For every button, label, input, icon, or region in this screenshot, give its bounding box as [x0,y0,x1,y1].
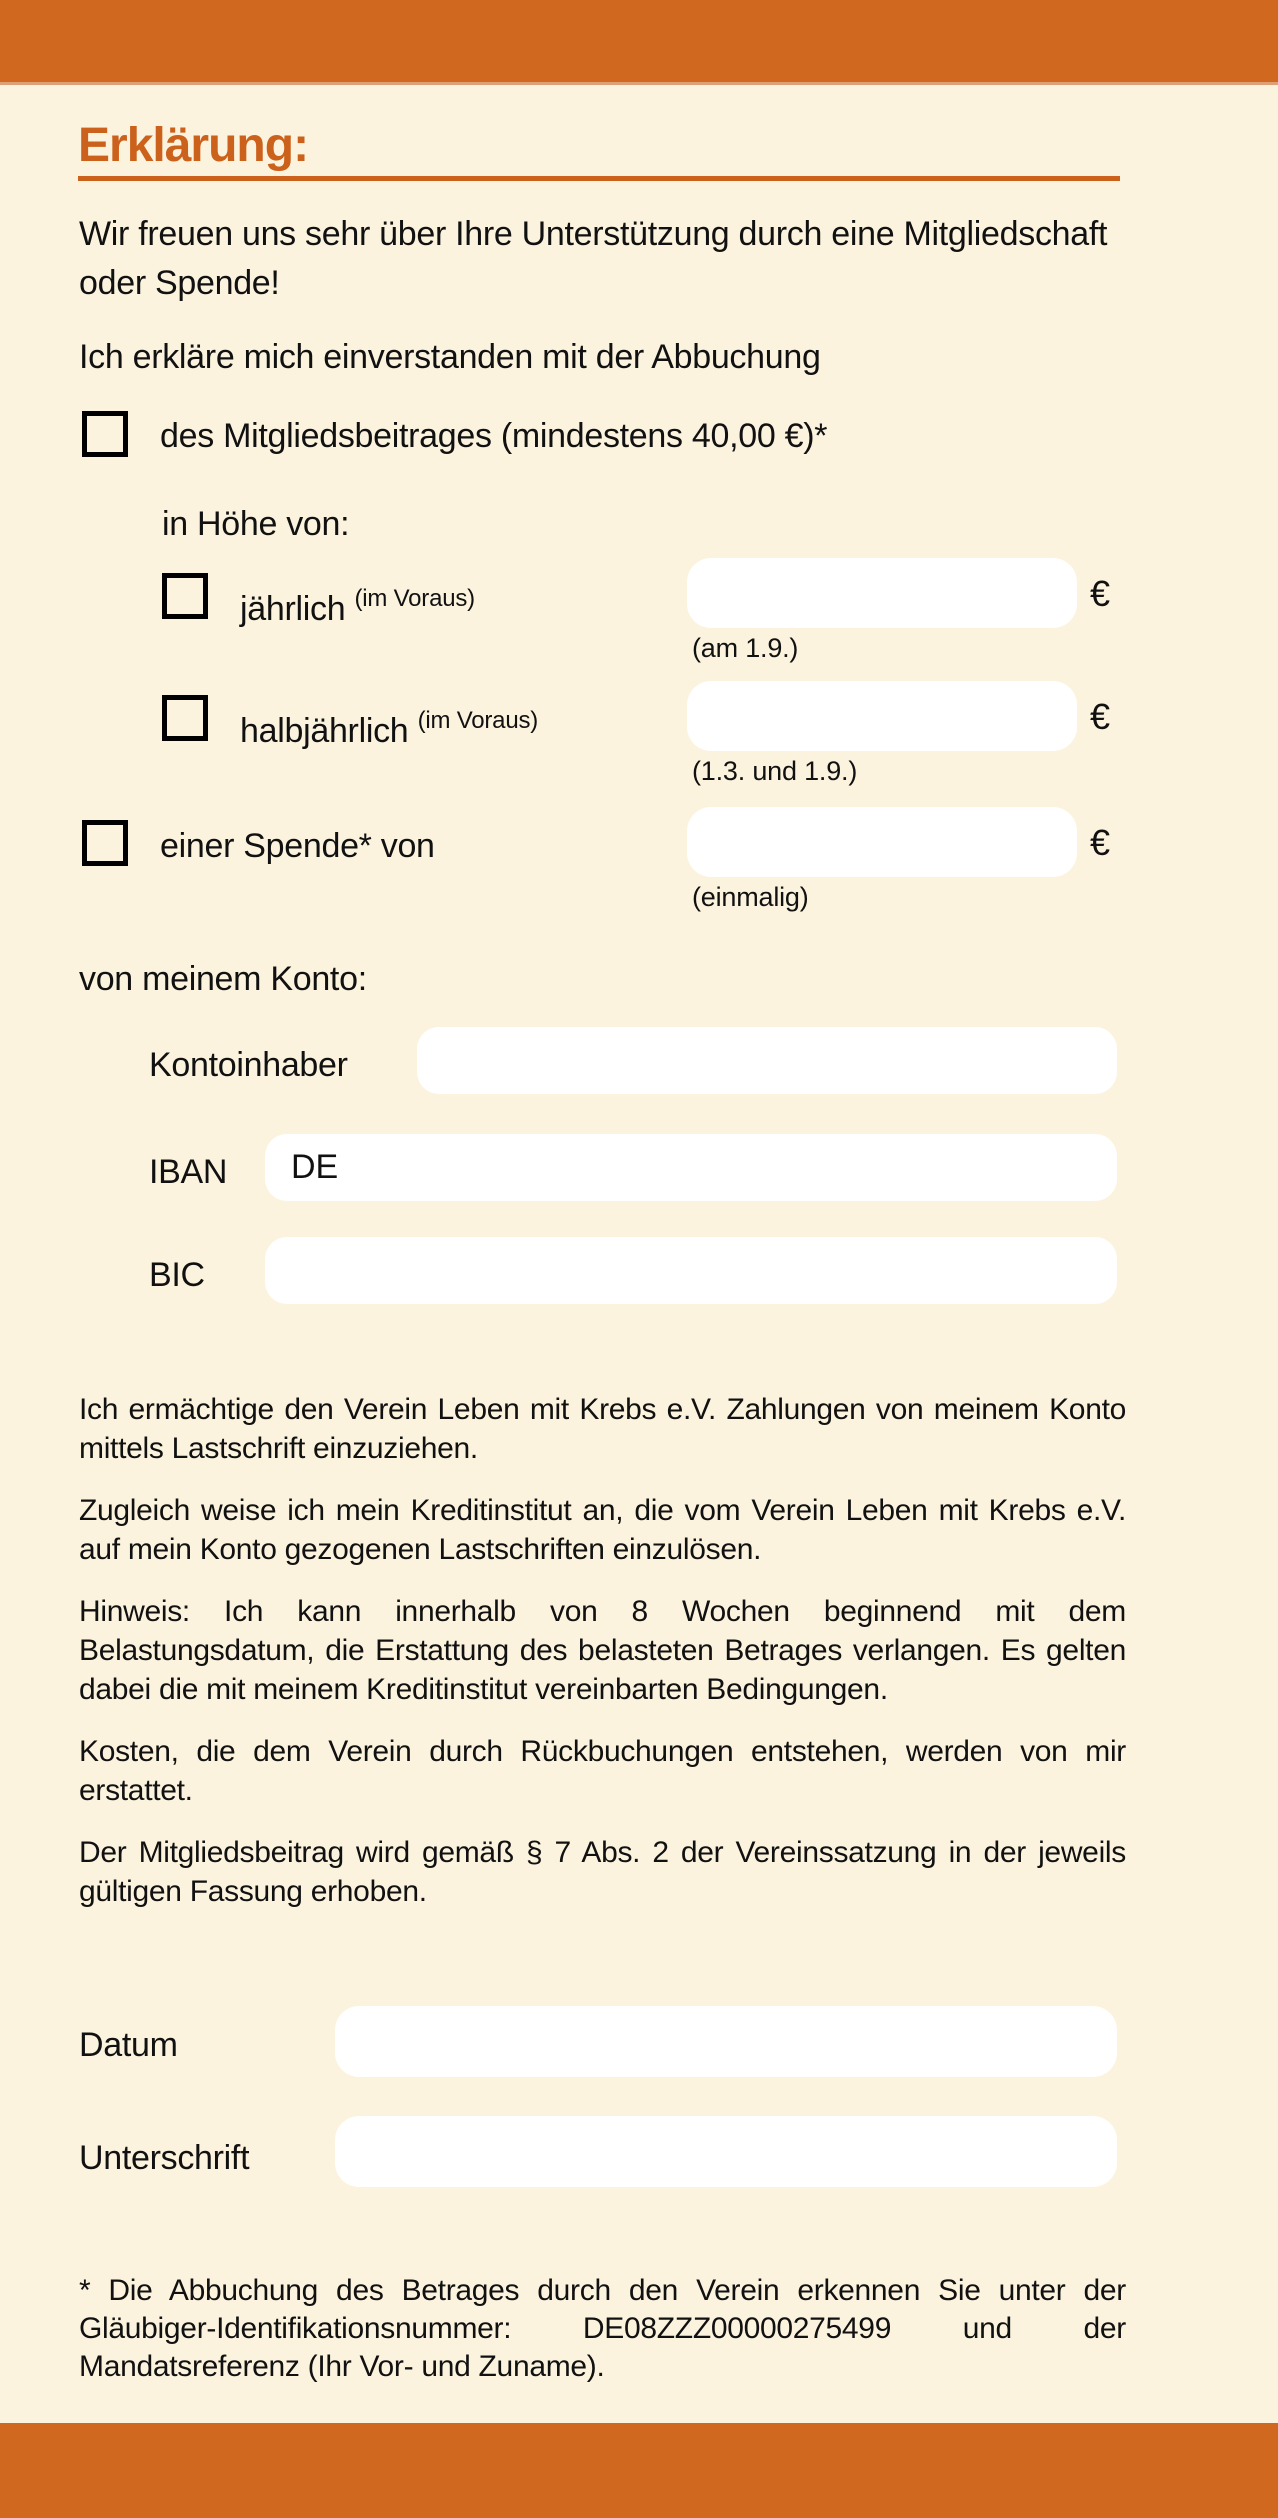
halfyearly-sup-note: (im Voraus) [417,707,539,734]
donation-amount-input[interactable] [687,807,1077,877]
yearly-label-text: jährlich [240,590,346,628]
date-input[interactable] [335,2006,1117,2077]
iban-country-prefix: DE [291,1148,339,1186]
signature-input[interactable] [335,2116,1117,2187]
yearly-sup-note: (im Voraus) [354,585,475,612]
donation-checkbox[interactable] [82,820,128,866]
title-underline [78,176,1120,181]
yearly-label [240,577,475,631]
bottom-color-bar [0,2423,1278,2518]
account-owner-input[interactable] [417,1027,1117,1094]
page-title: Erklärung: [78,119,309,172]
yearly-currency-symbol: € [1090,573,1111,614]
legal-paragraph-4: Kosten, die dem Verein durch Rückbuchungen entstehen, werden von mir erstattet. [79,1735,1126,1807]
halfyearly-label-text: halbjährlich [240,712,409,750]
top-color-bar [0,0,1278,85]
halfyearly-currency-symbol: € [1090,696,1111,737]
legal-paragraph-3: Hinweis: Ich kann innerhalb von 8 Wochen beginnend mit dem Belastungsdatum, die Erstattung des belasteten Betrages verlangen. Es gelten dabei die mit meinem Kreditinstitut vereinbarten Bedingungen. [79,1595,1126,1706]
halfyearly-label [240,699,538,753]
legal-paragraph-5: Der Mitgliedsbeitrag wird gemäß § 7 Abs. 2 der Vereinssatzung in der jeweils gültigen Fassung erhoben. [79,1836,1126,1908]
account-section-heading: von meinem Konto: [79,960,367,998]
bic-label: BIC [149,1256,205,1294]
yearly-due-note: (am 1.9.) [692,633,799,663]
bic-input[interactable] [265,1237,1117,1304]
account-owner-label: Kontoinhaber [149,1046,348,1084]
halfyearly-due-note: (1.3. und 1.9.) [692,756,858,786]
legal-paragraph-2: Zugleich weise ich mein Kreditinstitut an, die vom Verein Leben mit Krebs e.V. auf mein Konto gezogenen Lastschriften einzulösen. [79,1494,1126,1566]
amount-intro-label: in Höhe von: [162,505,350,543]
legal-paragraph-1: Ich ermächtige den Verein Leben mit Krebs e.V. Zahlungen von meinem Konto mittels Lastschrift einzuziehen. [79,1393,1126,1465]
yearly-checkbox[interactable] [162,573,208,619]
intro-paragraph: Wir freuen uns sehr über Ihre Unterstützung durch eine Mitgliedschaft oder Spende! [79,215,1108,302]
membership-label: des Mitgliedsbeitrages (mindestens 40,00 €)* [160,417,828,455]
legal-text-block [79,1390,1126,1934]
creditor-id-footnote: * Die Abbuchung des Betrages durch den Verein erkennen Sie unter der Gläubiger-Identifikationsnummer: DE08ZZZ00000275499 und der Mandatsreferenz (Ihr Vor- und Zuname). [79,2274,1126,2383]
donation-due-note: (einmalig) [692,882,809,912]
membership-checkbox[interactable] [82,411,128,457]
signature-label: Unterschrift [79,2139,250,2177]
iban-input[interactable] [265,1134,1117,1201]
yearly-amount-input[interactable] [687,558,1077,628]
iban-label: IBAN [149,1153,228,1191]
halfyearly-checkbox[interactable] [162,695,208,741]
donation-currency-symbol: € [1090,822,1111,863]
donation-label: einer Spende* von [160,827,435,865]
consent-paragraph: Ich erkläre mich einverstanden mit der Abbuchung [79,338,821,376]
halfyearly-amount-input[interactable] [687,681,1077,751]
date-label: Datum [79,2026,178,2064]
